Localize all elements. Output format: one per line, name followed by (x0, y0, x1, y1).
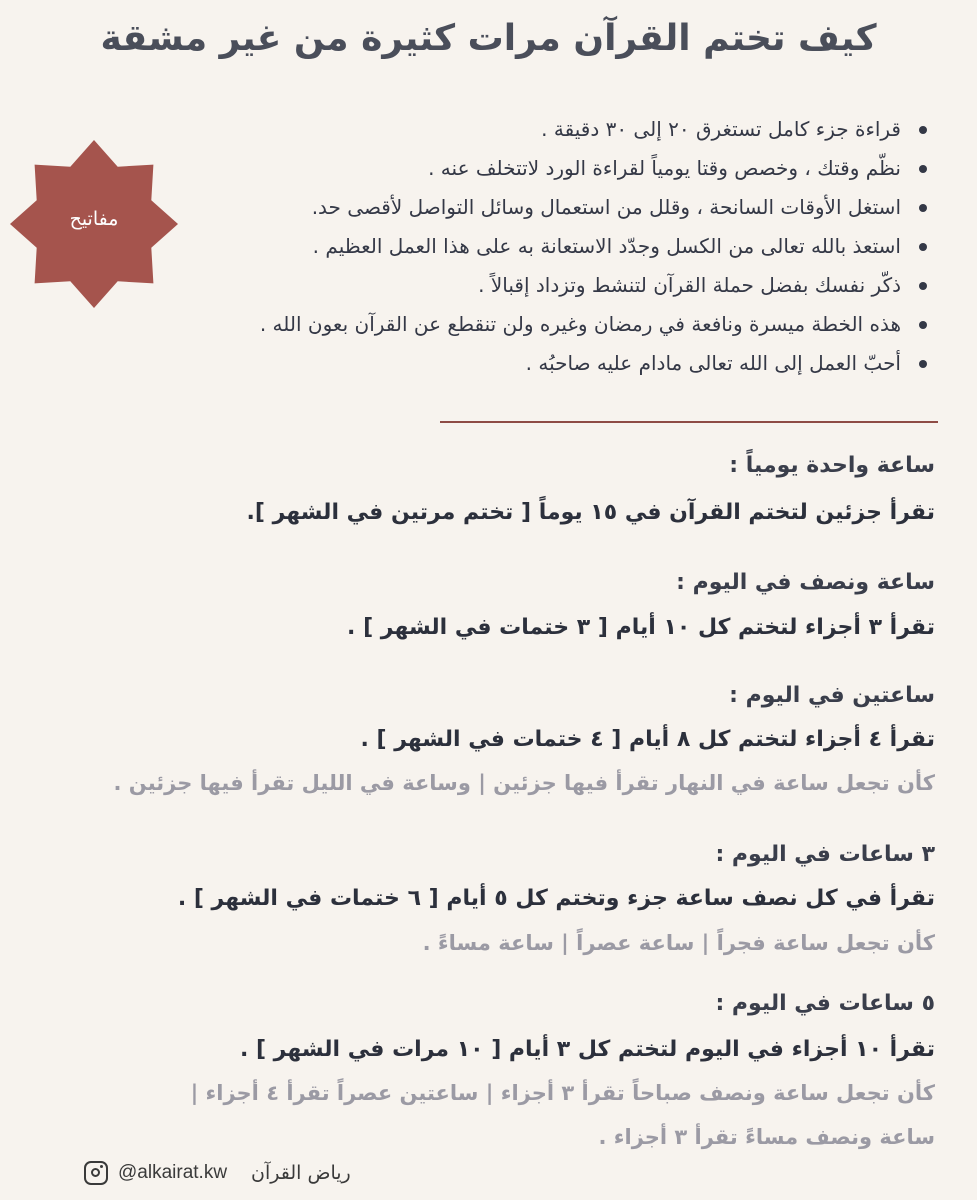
bullet-icon (919, 282, 927, 290)
section-plan: تقرأ ٤ أجزاء لتختم كل ٨ أيام [ ٤ ختمات في الشهر ] . (360, 727, 935, 752)
section-example: كأن تجعل ساعة ونصف صباحاً تقرأ ٣ أجزاء | ساعتين عصراً تقرأ ٤ أجزاء | (190, 1081, 935, 1105)
list-item: استغل الأوقات السانحة ، وقلل من استعمال وسائل التواصل لأقصى حد. (167, 188, 927, 227)
section-plan: تقرأ ١٠ أجزاء في اليوم لتختم كل ٣ أيام [ ١٠ مرات في الشهر ] . (239, 1037, 935, 1062)
section-heading: ساعتين في اليوم : (729, 683, 935, 708)
list-item: قراءة جزء كامل تستغرق ٢٠ إلى ٣٠ دقيقة . (167, 110, 927, 149)
bullet-icon (919, 126, 927, 134)
section-divider (440, 421, 938, 423)
section-example: ساعة ونصف مساءً تقرأ ٣ أجزاء . (598, 1125, 935, 1149)
section-heading: ٥ ساعات في اليوم : (715, 991, 935, 1016)
keys-badge (8, 138, 180, 310)
instagram-handle[interactable]: @alkairat.kw (118, 1162, 228, 1183)
page-title: كيف تختم القرآن مرات كثيرة من غير مشقة (100, 18, 877, 59)
bullet-icon (919, 243, 927, 251)
section-plan: تقرأ ٣ أجزاء لتختم كل ١٠ أيام [ ٣ ختمات في الشهر ] . (347, 615, 935, 640)
bullet-icon (919, 360, 927, 368)
footer (84, 1156, 351, 1190)
badge-label: مفاتيح (69, 208, 119, 230)
section-example: كأن تجعل ساعة في النهار تقرأ فيها جزئين | وساعة في الليل تقرأ فيها جزئين . (113, 771, 935, 795)
list-item: هذه الخطة ميسرة ونافعة في رمضان وغيره ولن تنقطع عن القرآن بعون الله . (167, 305, 927, 344)
list-item: استعذ بالله تعالى من الكسل وجدّد الاستعانة به على هذا العمل العظيم . (167, 227, 927, 266)
tips-list (167, 110, 927, 383)
bullet-icon (919, 321, 927, 329)
section-heading: ساعة ونصف في اليوم : (676, 570, 935, 595)
section-example: كأن تجعل ساعة فجراً | ساعة عصراً | ساعة مساءً . (422, 931, 935, 955)
section-plan: تقرأ جزئين لتختم القرآن في ١٥ يوماً [ تختم مرتين في الشهر ]. (246, 500, 935, 525)
bullet-icon (919, 204, 927, 212)
list-item: ذكّر نفسك بفضل حملة القرآن لتنشط وتزداد إقبالاً . (167, 266, 927, 305)
section-heading: ٣ ساعات في اليوم : (715, 842, 935, 867)
list-item: نظّم وقتك ، وخصص وقتا يومياً لقراءة الورد لاتتخلف عنه . (167, 149, 927, 188)
instagram-icon[interactable] (84, 1161, 108, 1185)
section-heading: ساعة واحدة يومياً : (729, 453, 935, 478)
bullet-icon (919, 165, 927, 173)
brand-name: رياض القرآن (251, 1162, 351, 1184)
section-plan: تقرأ في كل نصف ساعة جزء وتختم كل ٥ أيام [ ٦ ختمات في الشهر ] . (177, 886, 935, 911)
list-item: أحبّ العمل إلى الله تعالى مادام عليه صاحبُه . (167, 344, 927, 383)
